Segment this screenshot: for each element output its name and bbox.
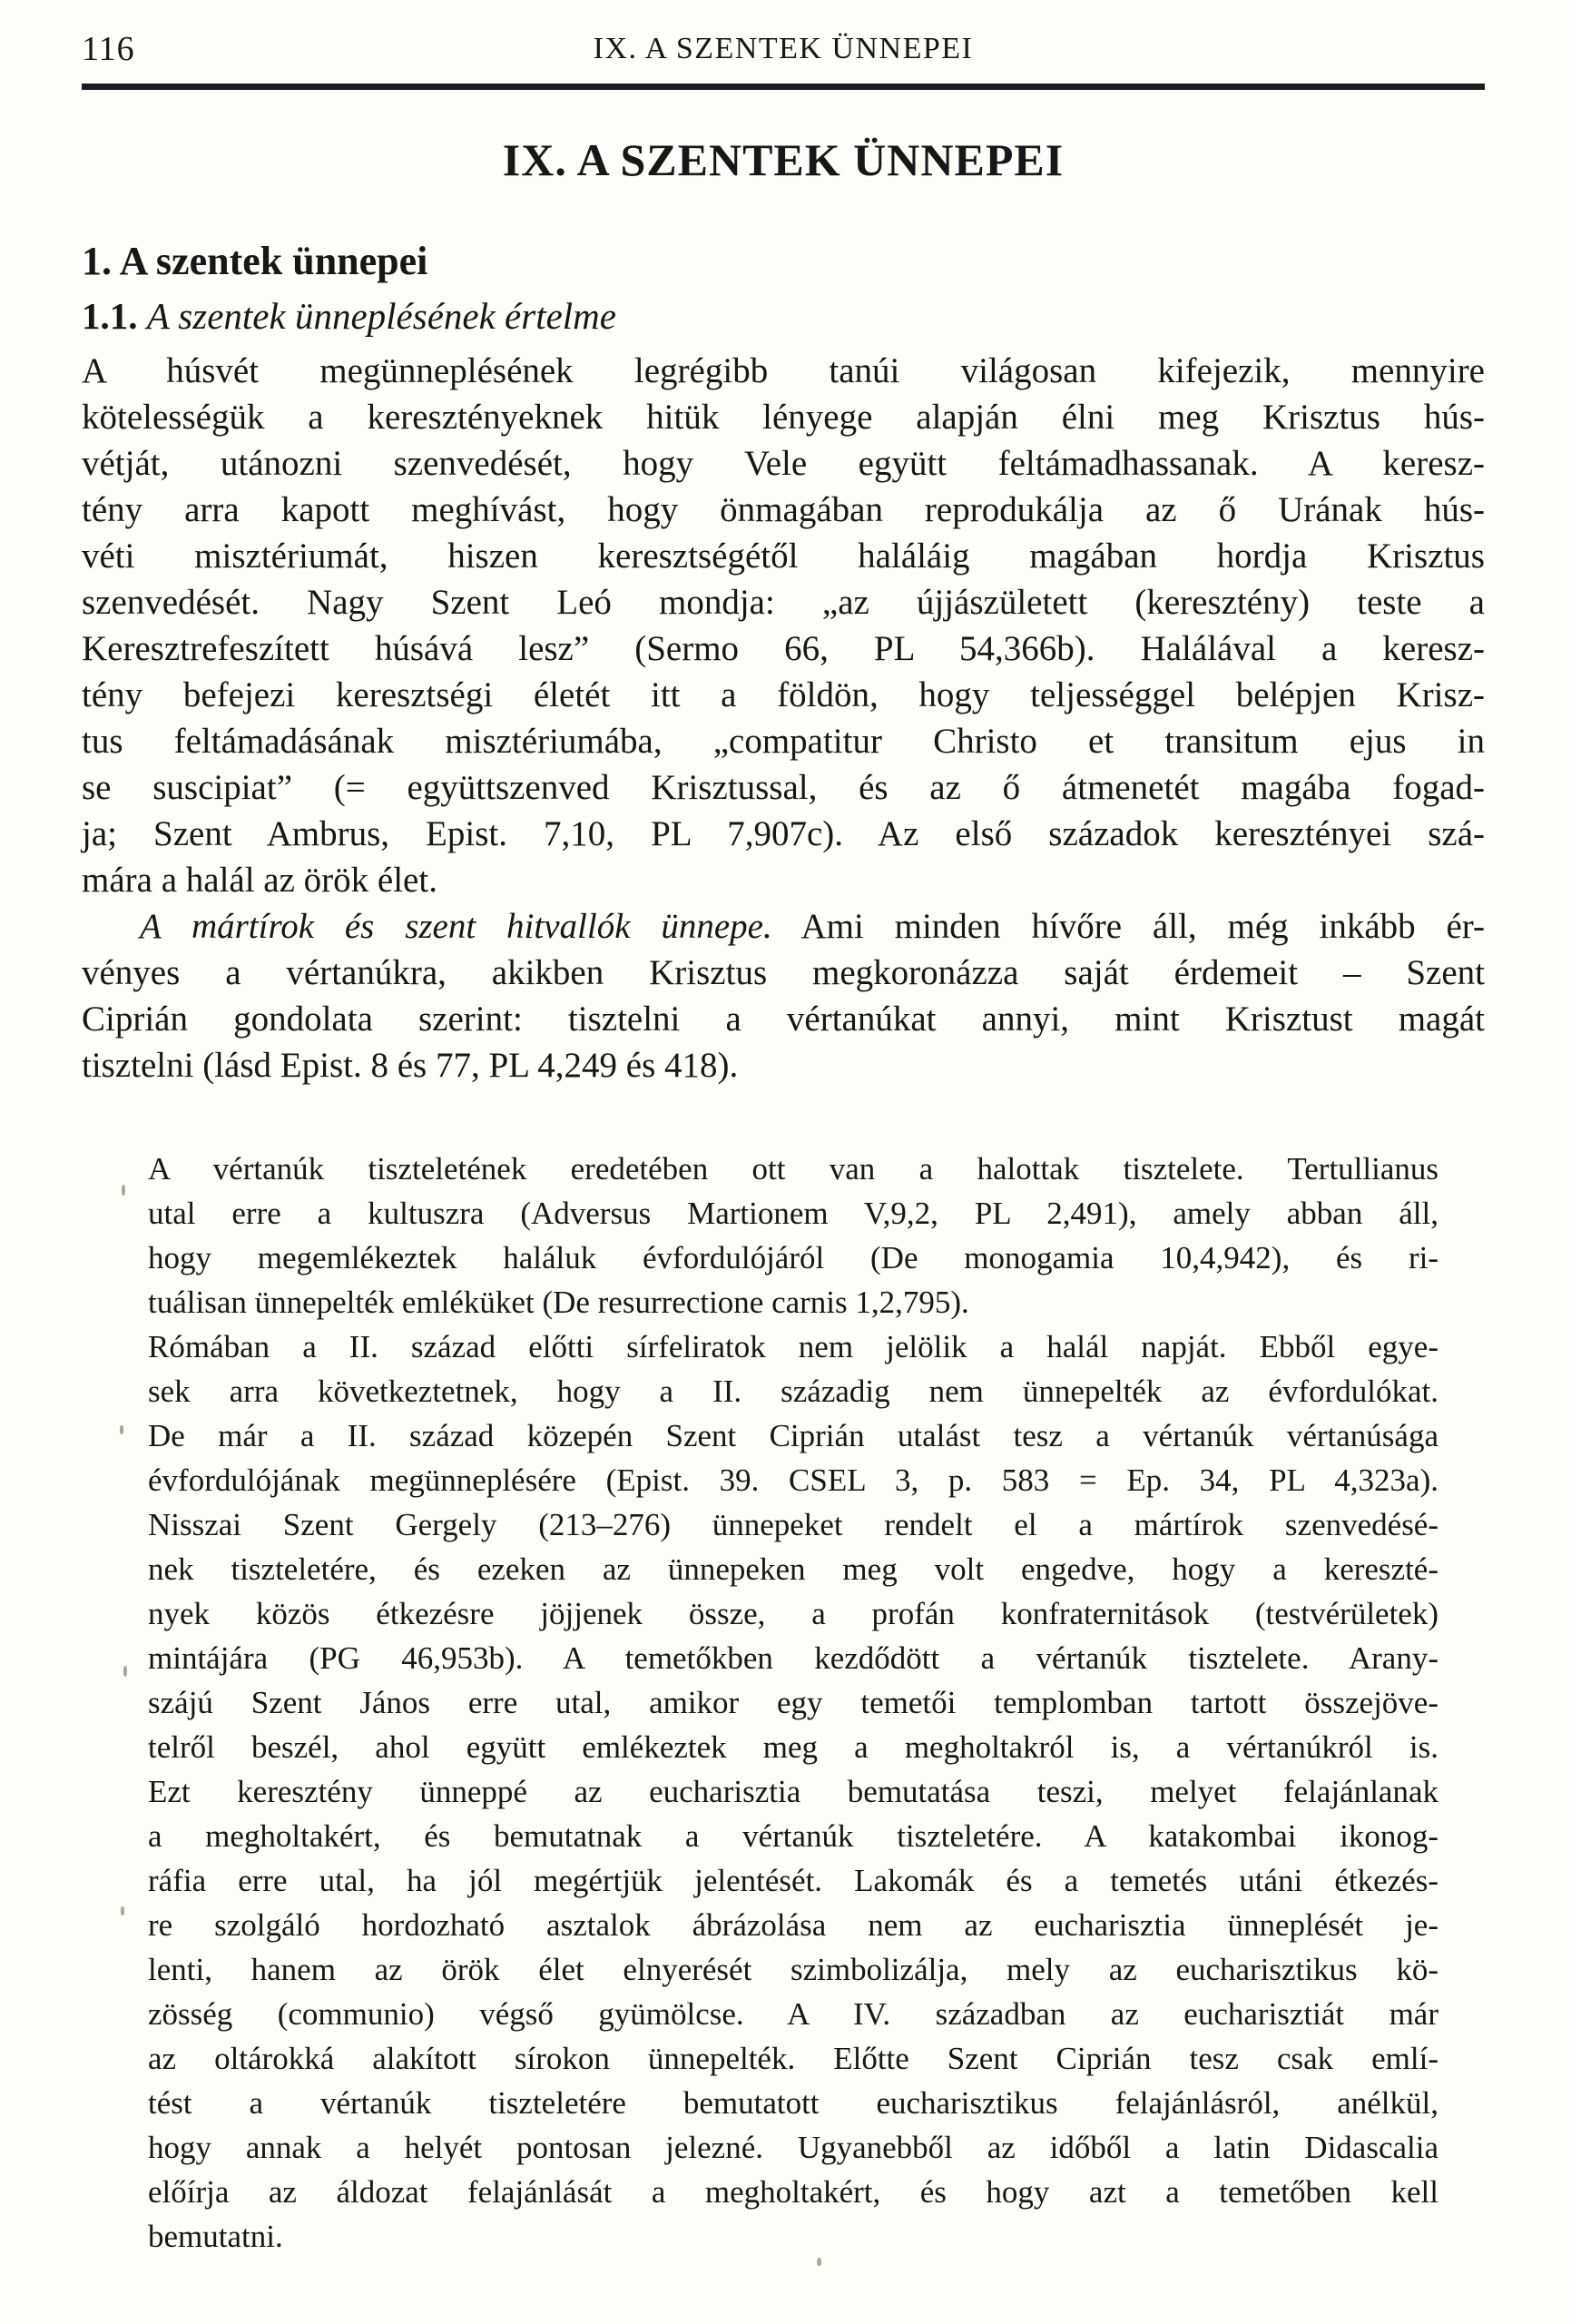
text-line: kötelességük a keresztényeknek hitük lényege alapján élni meg Krisztus hús- <box>82 398 1485 437</box>
page-header <box>82 0 1485 71</box>
note-paragraph-1 <box>148 1147 1438 1324</box>
paragraph-1 <box>82 348 1485 903</box>
text-line: tény arra kapott meghívást, hogy önmagában reprodukálja az ő Urának hús- <box>82 490 1485 529</box>
text-line: nyek közös étkezésre jöjjenek össze, a profán konfraternitások (testvérületek) <box>148 1596 1438 1631</box>
text-line: hogy megemlékeztek haláluk évfordulójáról (De monogamia 10,4,942), és ri- <box>148 1240 1438 1275</box>
text-line: tisztelni (lásd Epist. 8 és 77, PL 4,249 és 418). <box>82 1046 739 1085</box>
text-line: zösség (communio) végső gyümölcse. A IV. században az eucharisztiát már <box>148 1996 1438 2032</box>
subsection-heading <box>82 296 1485 337</box>
text-line: mintájára (PG 46,953b). A temetőkben kezdődött a vértanúk tisztelete. Arany- <box>148 1640 1438 1676</box>
text-line: ráfia erre utal, ha jól megértjük jelentését. Lakomák és a temetés utáni étkezés- <box>148 1863 1438 1898</box>
text-line: se suscipiat” (= együttszenved Krisztussal, és az ő átmenetét magába fogad- <box>82 768 1485 807</box>
text-line: telről beszél, ahol együtt emlékeztek meg a megholtakról is, a vértanúkról is. <box>148 1729 1438 1765</box>
text-line: vétját, utánozni szenvedését, hogy Vele együtt feltámadhassanak. A keresz- <box>82 444 1485 483</box>
subsection-number: 1.1. <box>82 295 138 337</box>
paragraph-lead-rest: Ami minden hívőre áll, még inkább ér- <box>800 907 1485 946</box>
text-line: utal erre a kultuszra (Adversus Martionem V,9,2, PL 2,491), amely abban áll, <box>148 1196 1438 1231</box>
text-line: De már a II. század közepén Szent Ciprián utalást tesz a vértanúk vértanúsága <box>148 1418 1438 1453</box>
text-line: Keresztrefeszített húsává lesz” (Sermo 66, PL 54,366b). Halálával a keresz- <box>82 629 1485 668</box>
body-text <box>82 348 1485 2259</box>
text-line <box>82 903 1485 950</box>
scan-artifact <box>817 2258 821 2266</box>
text-line: nek tiszteletére, és ezeken az ünnepeken meg volt engedve, hogy a kereszté- <box>148 1551 1438 1587</box>
text-line: évfordulójának megünneplésére (Epist. 39. CSEL 3, p. 583 = Ep. 34, PL 4,323a). <box>148 1462 1438 1498</box>
text-line: bemutatni. <box>148 2219 283 2254</box>
paragraph-2 <box>82 903 1485 1088</box>
scan-artifact <box>123 1666 127 1677</box>
subsection-title: A szentek ünneplésének értelme <box>146 295 616 337</box>
text-line: szájú Szent János erre utal, amikor egy temetői templomban tartott összejöve- <box>148 1685 1438 1720</box>
text-line: tus feltámadásának misztériumába, „compatitur Christo et transitum ejus in <box>82 722 1485 761</box>
text-line: Nisszai Szent Gergely (213–276) ünnepeket rendelt el a mártírok szenvedésé- <box>148 1507 1438 1542</box>
text-line: tést a vértanúk tiszteletére bemutatott eucharisztikus felajánlásról, anélkül, <box>148 2085 1438 2121</box>
text-line: hogy annak a helyét pontosan jelezné. Ugyanebből az időből a latin Didascalia <box>148 2130 1438 2165</box>
text-line: ja; Szent Ambrus, Epist. 7,10, PL 7,907c). Az első századok keresztényei szá- <box>82 814 1485 853</box>
text-line: a megholtakért, és bemutatnak a vértanúk tiszteletére. A katakombai ikonog- <box>148 1818 1438 1854</box>
section-heading: 1. A szentek ünnepei <box>82 239 428 283</box>
text-line: tény befejezi keresztségi életét itt a földön, hogy teljességgel belépjen Krisz- <box>82 675 1485 714</box>
note-paragraph-2 <box>148 1324 1438 2259</box>
text-line: A húsvét megünneplésének legrégibb tanúi világosan kifejezik, mennyire <box>82 351 1485 390</box>
small-text-block <box>148 1147 1438 2259</box>
scan-artifact <box>122 1185 125 1196</box>
running-header: IX. A SZENTEK ÜNNEPEI <box>593 32 974 65</box>
text-line: Rómában a II. század előtti sírfeliratok nem jelölik a halál napját. Ebből egye- <box>148 1329 1438 1364</box>
paragraph-lead-italic: A mártírok és szent hitvallók ünnepe. <box>140 907 772 946</box>
text-line: szenvedését. Nagy Szent Leó mondja: „az újjászületett (keresztény) teste a <box>82 583 1485 622</box>
page-title: IX. A SZENTEK ÜNNEPEI <box>502 134 1065 185</box>
text-line: véti misztériumát, hiszen keresztségétől haláláig magában hordja Krisztus <box>82 537 1485 576</box>
text-line: mára a halál az örök élet. <box>82 861 437 900</box>
text-line: az oltárokká alakított sírokon ünnepelték. Előtte Szent Ciprián tesz csak emlí- <box>148 2041 1438 2076</box>
text-line: sek arra következtetnek, hogy a II. századig nem ünnepelték az évfordulókat. <box>148 1374 1438 1409</box>
scan-artifact <box>121 1906 124 1915</box>
text-line: vényes a vértanúkra, akikben Krisztus megkoronázza saját érdemeit – Szent <box>82 953 1485 992</box>
text-line: A vértanúk tiszteletének eredetében ott van a halottak tisztelete. Tertullianus <box>148 1151 1438 1187</box>
text-line: tuálisan ünnepelték emléküket (De resurrectione carnis 1,2,795). <box>148 1285 969 1320</box>
text-line: re szolgáló hordozható asztalok ábrázolása nem az eucharisztia ünneplését je- <box>148 1907 1438 1943</box>
paragraph-2-continued <box>82 950 1485 1088</box>
text-line: előírja az áldozat felajánlását a megholtakért, és hogy azt a temetőben kell <box>148 2174 1438 2210</box>
text-line: Ezt keresztény ünneppé az eucharisztia bemutatása teszi, melyet felajánlanak <box>148 1774 1438 1809</box>
header-rule <box>82 84 1485 90</box>
page-number: 116 <box>82 30 135 68</box>
text-line: lenti, hanem az örök élet elnyerését szimbolizálja, mely az eucharisztikus kö- <box>148 1952 1438 1987</box>
scan-artifact <box>120 1425 123 1434</box>
text-line: Ciprián gondolata szerint: tisztelni a vértanúkat annyi, mint Krisztust magát <box>82 1000 1485 1039</box>
